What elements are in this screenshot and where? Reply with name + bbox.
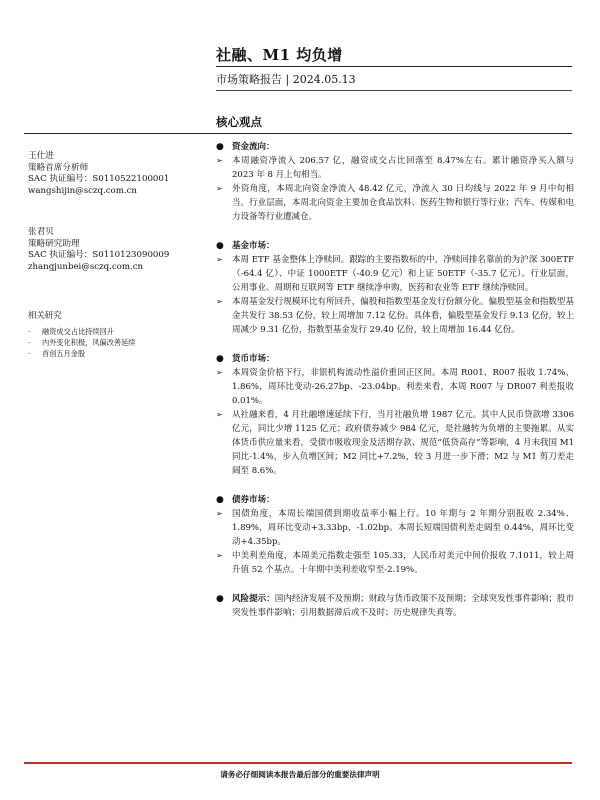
footer-divider [24, 762, 572, 764]
title-divider [216, 66, 572, 67]
bullet-icon: ● [216, 594, 224, 604]
list-item: ➢ 本周融资净流入 206.57 亿，融资成交占比回落至 8.47%左右。累计融资净买入额与 2023 年 8 月上旬相当。 [216, 156, 574, 180]
analyst-name: 张君贝 [28, 227, 54, 237]
related-item[interactable]: · 融资成交占比持续回升 [28, 326, 114, 336]
section-title: 债券市场： [232, 495, 275, 505]
section-money-market [216, 352, 574, 478]
arrow-icon: ➢ [216, 410, 223, 419]
dot-icon: · [28, 348, 31, 358]
analyst-email[interactable]: zhangjunbei@sczq.com.cn [28, 261, 144, 272]
section-fund-flow [216, 140, 574, 224]
list-item: ➢ 从社融来看，4 月社融增速延续下行，当月社融负增 1987 亿元。其中人民币贷款增 3306 亿元，同比少增 1125 亿元；政府债券减少 984 亿元，是社融转为负增的主要拖累。从实体货币供应量来看，受债市吸收现金及活期存款、规范“低贷高存”等影响，4 月末我国 M1 同比-1.4%，步入负增区间；M2 同比+7.2%，较 3 月进一步下滑；M2 与 M1 剪刀差走阔至 8.6%。 [216, 410, 574, 476]
list-item: ➢ 本周资金价格下行，非银机构流动性溢价重回正区间。本周 R001、R007 报收 1.74%、1.86%，周环比变动-26.27bp、-23.04bp。利差来看，本周 R007 与 DR007 利差报收 0.01%。 [216, 368, 574, 406]
subtitle-divider [216, 90, 572, 91]
list-item: ➢ 本周 ETF 基金整体上净赎回。跟踪的主要指数标的中，净赎回排名靠前的为沪深 300ETF（-64.4 亿）、中证 1000ETF（-40.9 亿元）和上证 50ETF（-35.7 亿元）。行业层面，公用事业、周期和互联网等 ETF 继续净申购，医药和农业等 ETF 继续净赎回。 [216, 255, 574, 293]
analyst-sac: SAC 执证编号：S0110123090009 [28, 250, 170, 261]
report-title: 社融、M1 均负增 [216, 46, 343, 64]
bullet-icon: ● [216, 142, 224, 152]
arrow-icon: ➢ [216, 156, 223, 165]
list-item: ➢ 国债角度，本周长端国债到期收益率小幅上行。10 年期与 2 年期分别报收 2.34%、1.89%，周环比变动+3.33bp、-1.02bp。本周长短端国债利差走阔至 0.44%，周环比变动+4.35bp。 [216, 509, 574, 547]
list-item: ➢ 外资角度，本周北向资金净流入 48.42 亿元，净流入 30 日均线与 2022 年 9 月中旬相当。行业层面，本周北向资金主要加仓食品饮料、医药生物和银行等行业；汽车、传媒和电力设备等行业遭减仓。 [216, 184, 574, 222]
analyst-email[interactable]: wangshijin@sczq.com.cn [28, 185, 137, 196]
core-view-heading: 核心观点 [216, 115, 262, 129]
arrow-icon: ➢ [216, 509, 223, 518]
risk-warning [216, 592, 574, 620]
arrow-icon: ➢ [216, 368, 223, 377]
arrow-icon: ➢ [216, 551, 223, 560]
legal-notice: 请务必仔细阅读本报告最后部分的重要法律声明 [220, 770, 380, 779]
section-bond-market [216, 493, 574, 577]
analyst-name: 王仕进 [28, 151, 54, 161]
analyst-role: 策略首席分析师 [28, 162, 89, 173]
analyst-sac: SAC 执证编号：S0110522100001 [28, 174, 170, 185]
analyst-2 [28, 227, 208, 273]
analyst-role: 策略研究助理 [28, 238, 80, 249]
arrow-icon: ➢ [216, 297, 223, 306]
bullet-icon: ● [216, 354, 224, 364]
bullet-icon: ● [216, 495, 224, 505]
list-item: ➢ 中美利差角度，本周美元指数走强至 105.33，人民币对美元中间价报收 7.1011，较上周升值 52 个基点。十年期中美利差收窄至-2.19%。 [216, 551, 574, 575]
related-research [28, 310, 208, 359]
report-subtitle: 市场策略报告 | 2024.05.13 [216, 73, 356, 86]
section-title: 资金流向： [232, 142, 275, 152]
section-fund-market [216, 239, 574, 337]
bullet-icon: ● [216, 241, 224, 251]
analyst-1 [28, 151, 208, 197]
arrow-icon: ➢ [216, 184, 223, 193]
section-title: 基金市场： [232, 241, 275, 251]
related-item[interactable]: · 首创五月金股 [28, 348, 86, 358]
risk-label: 风险提示： [232, 594, 275, 604]
dot-icon: · [28, 326, 31, 336]
arrow-icon: ➢ [216, 255, 223, 264]
related-item[interactable]: · 内外变化积极，风偏改善延续 [28, 337, 136, 347]
list-item: ➢ 本周基金发行规模环比有所回升，偏股和指数型基金发行份额分化。偏股型基金和指数型基金共发行 38.53 亿份，较上周增加 7.12 亿份。具体看，偏股型基金发行 9.13 亿份，较上周减少 9.31 亿份，指数型基金发行 29.40 亿份，较上周增加 16.44 亿份。 [216, 297, 574, 335]
related-research-title: 相关研究 [28, 310, 62, 320]
content-divider [24, 133, 572, 134]
dot-icon: · [28, 337, 31, 347]
core-view-body [216, 140, 574, 620]
risk-text: 国内经济发展不及预期；财政与货币政策不及预期；全球突发性事件影响；股市突发性事件影响；引用数据滞后或不及时；历史规律失真等。 [232, 594, 574, 618]
section-title: 货币市场： [232, 354, 275, 364]
